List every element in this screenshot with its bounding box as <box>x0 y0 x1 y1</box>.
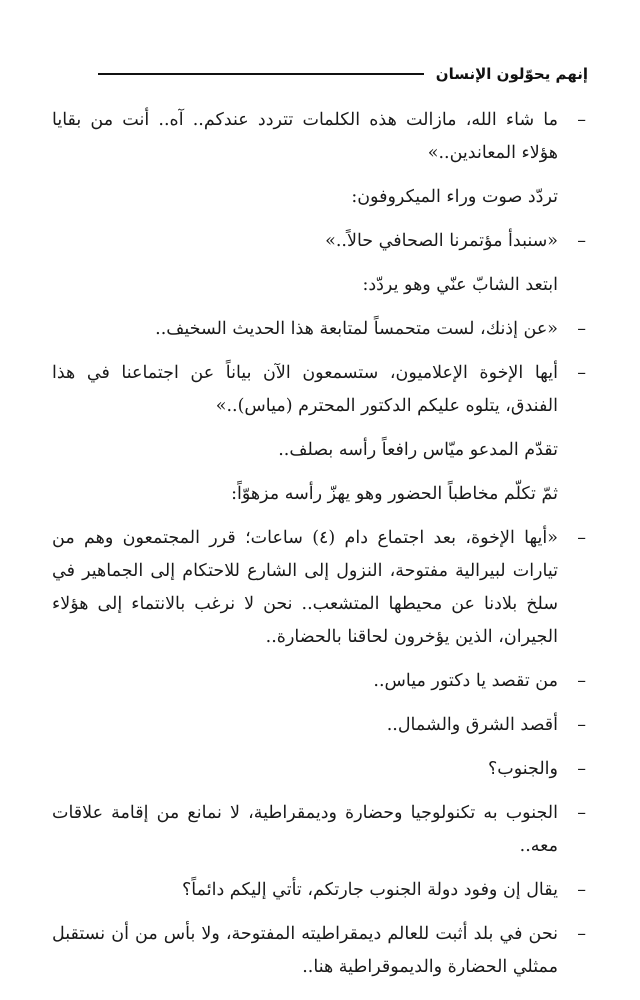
dialogue-dash: – <box>577 671 586 691</box>
paragraph-text: أقصد الشرق والشمال.. <box>386 715 558 735</box>
narration-paragraph <box>52 478 588 511</box>
narration-paragraph <box>52 434 588 467</box>
paragraph-text: الجنوب به تكنولوجيا وحضارة وديمقراطية، لا نمانع من إقامة علاقات معه.. <box>52 803 558 856</box>
body-text <box>52 104 588 995</box>
dialogue-paragraph <box>52 709 588 742</box>
dialogue-paragraph <box>52 874 588 907</box>
paragraph-text: أيها الإخوة الإعلاميون، ستسمعون الآن بياناً عن اجتماعنا في هذا الفندق، يتلوه عليكم الدكتور المحترم (مياس)..» <box>52 363 558 416</box>
paragraph-text: والجنوب؟ <box>487 759 558 779</box>
paragraph-text: تردّد صوت وراء الميكروفون: <box>351 187 558 207</box>
paragraph-text: «عن إذنك، لست متحمساً لمتابعة هذا الحديث السخيف.. <box>155 319 558 339</box>
header-rule <box>98 73 424 75</box>
dialogue-paragraph <box>52 797 588 863</box>
paragraph-text: «سنبدأ مؤتمرنا الصحافي حالاً..» <box>325 231 558 251</box>
dialogue-dash: – <box>577 319 586 339</box>
paragraph-text: ما شاء الله، مازالت هذه الكلمات تتردد عندكم.. آه.. أنت من بقايا هؤلاء المعاندين..» <box>52 110 558 163</box>
paragraph-text: يقال إن وفود دولة الجنوب جارتكم، تأتي إليكم دائماً؟ <box>181 880 558 900</box>
dialogue-paragraph <box>52 665 588 698</box>
dialogue-paragraph <box>52 104 588 170</box>
header-title: إنهم يحوّلون الإنسان <box>435 65 588 83</box>
dialogue-paragraph <box>52 225 588 258</box>
dialogue-dash: – <box>577 110 586 130</box>
dialogue-paragraph <box>52 918 588 984</box>
narration-paragraph <box>52 181 588 214</box>
dialogue-dash: – <box>577 715 586 735</box>
dialogue-dash: – <box>577 759 586 779</box>
dialogue-paragraph <box>52 753 588 786</box>
dialogue-paragraph <box>52 522 588 654</box>
running-header <box>98 62 588 86</box>
dialogue-dash: – <box>577 803 586 823</box>
narration-paragraph <box>52 269 588 302</box>
paragraph-text: ابتعد الشابّ عنّي وهو يردّد: <box>362 275 558 295</box>
dialogue-dash: – <box>577 231 586 251</box>
dialogue-paragraph <box>52 357 588 423</box>
dialogue-dash: – <box>577 880 586 900</box>
dialogue-dash: – <box>577 924 586 944</box>
dialogue-dash: – <box>577 528 586 548</box>
paragraph-text: من تقصد يا دكتور مياس.. <box>373 671 558 691</box>
paragraph-text: ثمّ تكلّم مخاطباً الحضور وهو يهزّ رأسه مزهوّاً: <box>231 484 558 504</box>
paragraph-text: نحن في بلد أثبت للعالم ديمقراطيته المفتوحة، ولا بأس من أن نستقبل ممثلي الحضارة والديموقراطية هنا.. <box>52 924 558 977</box>
dialogue-dash: – <box>577 363 586 383</box>
paragraph-text: «أيها الإخوة، بعد اجتماع دام (٤) ساعات؛ قرر المجتمعون وهم من تيارات لبيرالية مفتوحة، النزول إلى الشارع للاحتكام إلى الجماهير في سلخ بلادنا عن محيطها المتشعب.. نحن لا نرغب بالانتماء إلى هؤلاء الجيران، الذين يؤخرون لحاقنا بالحضارة.. <box>52 528 558 647</box>
paragraph-text: تقدّم المدعو ميّاس رافعاً رأسه بصلف.. <box>278 440 558 460</box>
dialogue-paragraph <box>52 313 588 346</box>
